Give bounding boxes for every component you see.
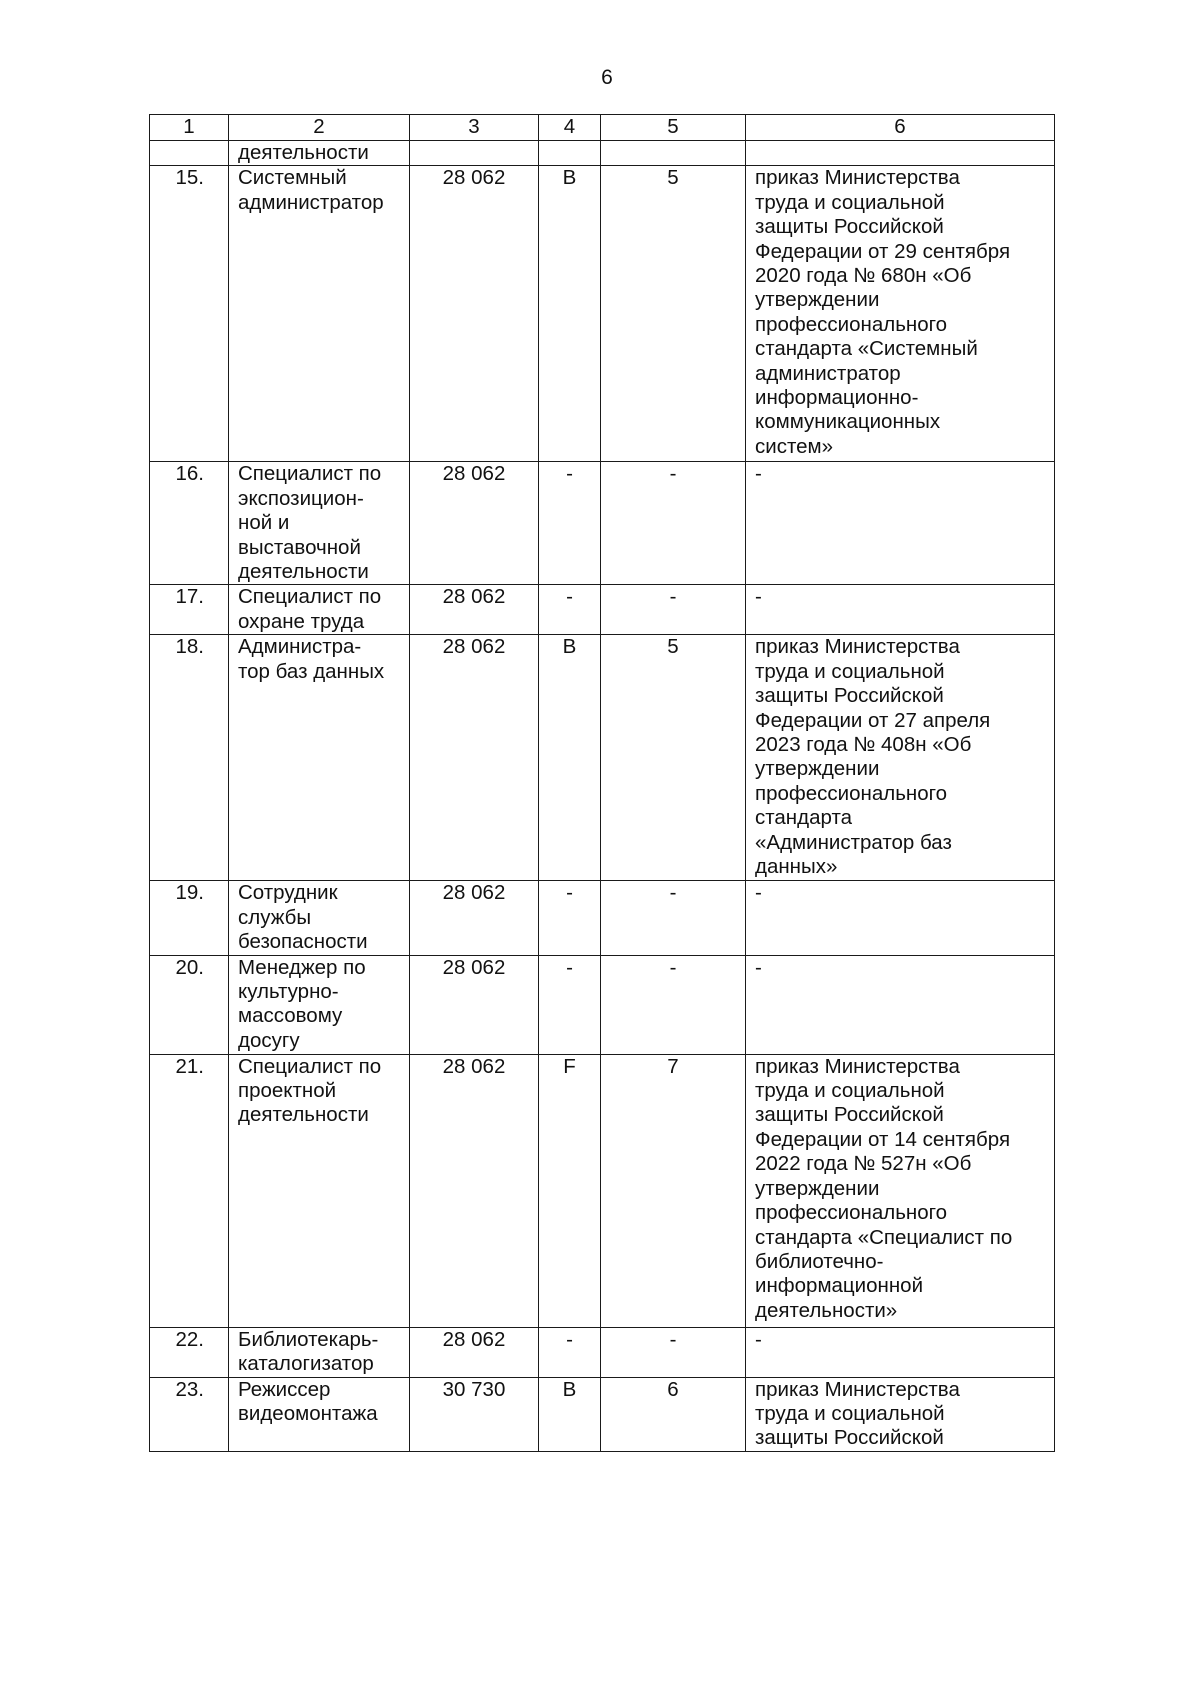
positions-table <box>149 114 1055 1452</box>
row-number: 20. <box>150 955 229 1054</box>
position-name: Специалист по охране труда <box>229 585 410 635</box>
table-row <box>150 881 1055 955</box>
qualification-sublevel: - <box>601 881 746 955</box>
table-row <box>150 1377 1055 1451</box>
professional-standard: - <box>746 585 1055 635</box>
qualification-level: - <box>539 881 601 955</box>
qualification-level: - <box>539 955 601 1054</box>
page-number: 6 <box>601 66 613 89</box>
professional-standard: приказ Министерства труда и социальной защиты Российской <box>746 1377 1055 1451</box>
table-row <box>150 635 1055 881</box>
row-number: 19. <box>150 881 229 955</box>
qualification-sublevel: 5 <box>601 635 746 881</box>
position-name: Специалист по экспозицион- ной и выставочной деятельности <box>229 462 410 585</box>
row-number: 16. <box>150 462 229 585</box>
qualification-level: F <box>539 1054 601 1327</box>
row-number: 23. <box>150 1377 229 1451</box>
column-header: 1 <box>150 115 229 141</box>
position-name: Системный администратор <box>229 166 410 462</box>
table-row <box>150 166 1055 462</box>
professional-standard: - <box>746 1327 1055 1377</box>
professional-standard: приказ Министерства труда и социальной защиты Российской Федерации от 14 сентября 2022 года № 527н «Об утверждении профессионального стандарта «Специалист по библиотечно- информационной деятельности» <box>746 1054 1055 1327</box>
qualification-sublevel: 7 <box>601 1054 746 1327</box>
table-row <box>150 585 1055 635</box>
salary <box>410 141 539 166</box>
qualification-sublevel: - <box>601 955 746 1054</box>
salary: 28 062 <box>410 585 539 635</box>
professional-standard: приказ Министерства труда и социальной защиты Российской Федерации от 29 сентября 2020 года № 680н «Об утверждении профессионального стандарта «Системный администратор информационно- коммуникационных систем» <box>746 166 1055 462</box>
row-number: 22. <box>150 1327 229 1377</box>
professional-standard: - <box>746 881 1055 955</box>
qualification-level: В <box>539 166 601 462</box>
table-row <box>150 141 1055 166</box>
salary: 28 062 <box>410 166 539 462</box>
column-header: 3 <box>410 115 539 141</box>
row-number <box>150 141 229 166</box>
table-header-row <box>150 115 1055 141</box>
column-header: 2 <box>229 115 410 141</box>
qualification-sublevel: - <box>601 462 746 585</box>
table-row <box>150 462 1055 585</box>
row-number: 15. <box>150 166 229 462</box>
table-row <box>150 1054 1055 1327</box>
salary: 28 062 <box>410 1054 539 1327</box>
table-row <box>150 1327 1055 1377</box>
column-header: 6 <box>746 115 1055 141</box>
salary: 28 062 <box>410 955 539 1054</box>
position-name: Сотрудник службы безопасности <box>229 881 410 955</box>
qualification-level: - <box>539 1327 601 1377</box>
professional-standard <box>746 141 1055 166</box>
qualification-level: В <box>539 1377 601 1451</box>
salary: 28 062 <box>410 1327 539 1377</box>
position-name: Библиотекарь- каталогизатор <box>229 1327 410 1377</box>
qualification-level: - <box>539 462 601 585</box>
position-name: деятельности <box>229 141 410 166</box>
salary: 28 062 <box>410 635 539 881</box>
position-name: Администра- тор баз данных <box>229 635 410 881</box>
row-number: 17. <box>150 585 229 635</box>
position-name: Режиссер видеомонтажа <box>229 1377 410 1451</box>
qualification-level <box>539 141 601 166</box>
row-number: 21. <box>150 1054 229 1327</box>
row-number: 18. <box>150 635 229 881</box>
position-name: Специалист по проектной деятельности <box>229 1054 410 1327</box>
qualification-sublevel: - <box>601 1327 746 1377</box>
salary: 28 062 <box>410 462 539 585</box>
qualification-sublevel <box>601 141 746 166</box>
qualification-sublevel: 6 <box>601 1377 746 1451</box>
salary: 28 062 <box>410 881 539 955</box>
position-name: Менеджер по культурно- массовому досугу <box>229 955 410 1054</box>
professional-standard: - <box>746 955 1055 1054</box>
professional-standard: приказ Министерства труда и социальной защиты Российской Федерации от 27 апреля 2023 года № 408н «Об утверждении профессионального стандарта «Администратор баз данных» <box>746 635 1055 881</box>
qualification-sublevel: - <box>601 585 746 635</box>
table-row <box>150 955 1055 1054</box>
qualification-level: В <box>539 635 601 881</box>
column-header: 4 <box>539 115 601 141</box>
qualification-level: - <box>539 585 601 635</box>
professional-standard: - <box>746 462 1055 585</box>
salary: 30 730 <box>410 1377 539 1451</box>
qualification-sublevel: 5 <box>601 166 746 462</box>
column-header: 5 <box>601 115 746 141</box>
